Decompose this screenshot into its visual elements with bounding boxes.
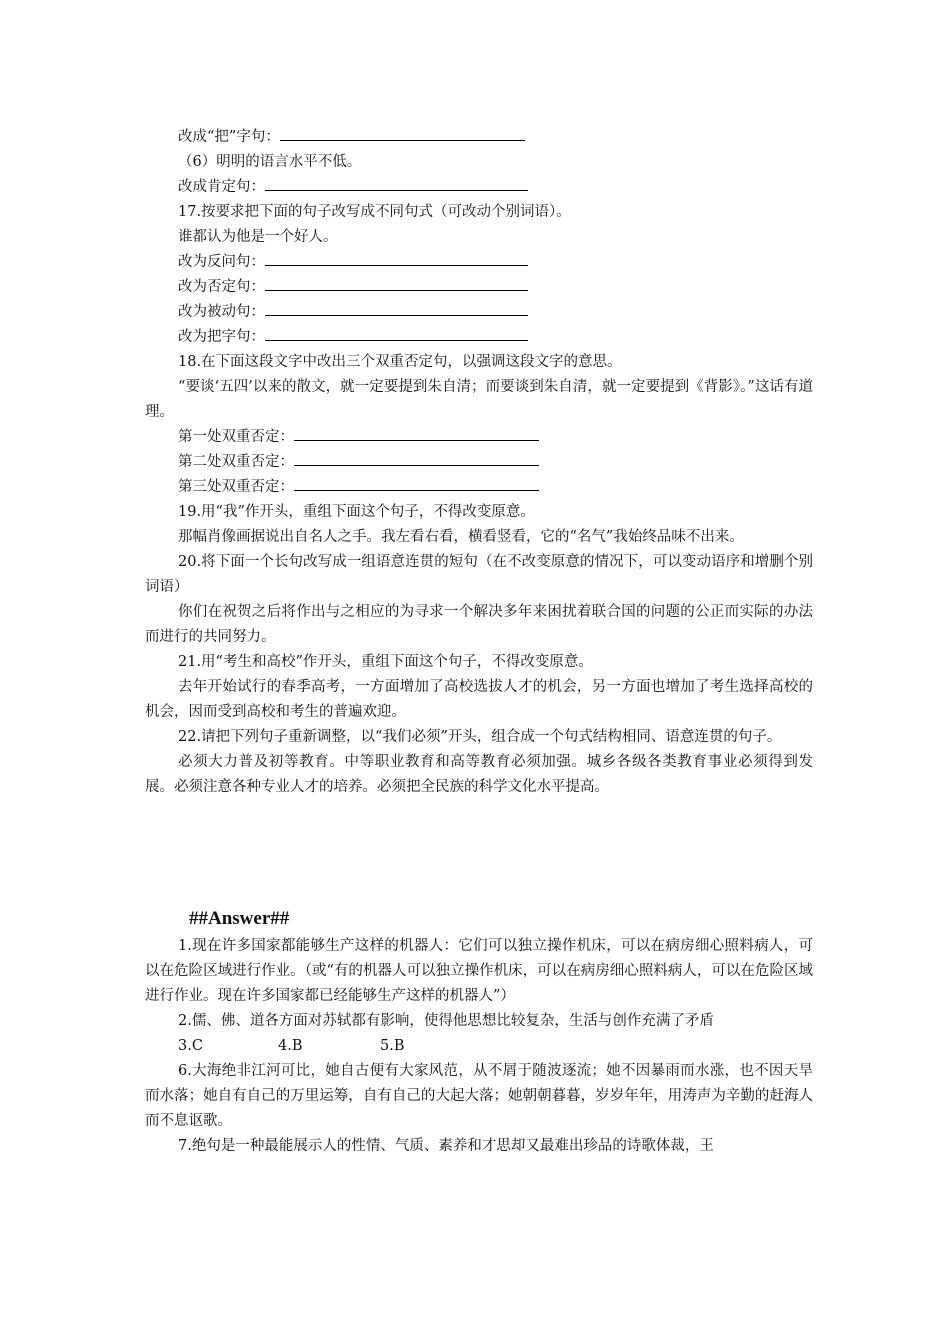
q16-item-6: （6）明明的语言水平不低。 bbox=[178, 154, 362, 170]
answer-6: 6.大海绝非江河可比，她自古便有大家风范，从不屑于随波逐流；她不因暴雨而水涨，也不因天旱而水落；她自有自己的万里运筹，自有自己的大起大落；她朝朝暮暮，岁岁年年，用涛声为辛勤的赶海人而不息讴歌。 bbox=[145, 1063, 813, 1129]
q19-title: 19.用“我”作开头，重组下面这个句子，不得改变原意。 bbox=[178, 504, 535, 520]
answer-4: 4.B bbox=[278, 1038, 303, 1054]
answer-blank[interactable] bbox=[265, 276, 528, 291]
q18-title: 18.在下面这段文字中改出三个双重否定句，以强调这段文字的意思。 bbox=[178, 354, 622, 370]
q16-ba-line: 改成“把”字句： bbox=[145, 125, 813, 150]
answer-5: 5.B bbox=[380, 1038, 405, 1054]
q16-affirmative-line: 改成肯定句： bbox=[145, 175, 813, 200]
q20-passage: 你们在祝贺之后将作出与之相应的为寻求一个解决多年来困扰着联合国的问题的公正而实际的办法而进行的共同努力。 bbox=[145, 604, 813, 645]
q17-sentence: 谁都认为他是一个好人。 bbox=[178, 229, 338, 245]
q17-title: 17.按要求把下面的句子改写成不同句式（可改动个别词语）。 bbox=[178, 204, 571, 220]
q22-passage: 必须大力普及初等教育。中等职业教育和高等教育必须加强。城乡各级各类教育事业必须得到发展。必须注意各种专业人才的培养。必须把全民族的科学文化水平提高。 bbox=[145, 754, 813, 795]
answer-7: 7.绝句是一种最能展示人的性情、气质、素养和才思却又最难出珍品的诗歌体裁，王 bbox=[178, 1138, 714, 1154]
q18-first-line: 第一处双重否定： bbox=[145, 425, 813, 450]
answer-choices bbox=[145, 1034, 813, 1059]
q21-passage: 去年开始试行的春季高考，一方面增加了高校选拔人才的机会，另一方面也增加了考生选择高校的机会，因而受到高校和考生的普遍欢迎。 bbox=[145, 679, 813, 720]
q20-title: 20.将下面一个长句改写成一组语意连贯的短句（在不改变原意的情况下，可以变动语序和增删个别词语） bbox=[145, 554, 813, 595]
answer-3: 3.C bbox=[178, 1038, 203, 1054]
document-body bbox=[145, 125, 813, 1159]
q18-third-line: 第三处双重否定： bbox=[145, 475, 813, 500]
answer-1: 1.现在许多国家都能够生产这样的机器人：它们可以独立操作机床，可以在病房细心照料病人，可以在危险区域进行作业。（或“有的机器人可以独立操作机床，可以在病房细心照料病人，可以在危险区域进行作业。现在许多国家都已经能够生产这样的机器人”） bbox=[145, 938, 813, 1004]
q17-passive-line: 改为被动句： bbox=[145, 300, 813, 325]
q18-second-line: 第二处双重否定： bbox=[145, 450, 813, 475]
q22-title: 22.请把下列句子重新调整，以“我们必须”开头，组合成一个句式结构相同、语意连贯的句子。 bbox=[178, 729, 782, 745]
answer-blank[interactable] bbox=[265, 251, 528, 266]
answer-2: 2.儒、佛、道各方面对苏轼都有影响，使得他思想比较复杂，生活与创作充满了矛盾 bbox=[178, 1013, 714, 1029]
answer-blank[interactable] bbox=[265, 301, 528, 316]
answer-heading: ##Answer## bbox=[189, 908, 290, 929]
answer-blank[interactable] bbox=[265, 176, 528, 191]
answer-blank[interactable] bbox=[294, 426, 539, 441]
q17-ba-line: 改为把字句： bbox=[145, 325, 813, 350]
q19-passage: 那幅肖像画据说出自名人之手。我左看右看，横看竖看，它的“名气”我始终品味不出来。 bbox=[178, 529, 744, 545]
q21-title: 21.用“考生和高校”作开头，重组下面这个句子，不得改变原意。 bbox=[178, 654, 593, 670]
answer-blank[interactable] bbox=[265, 326, 528, 341]
answer-blank[interactable] bbox=[280, 126, 525, 141]
q18-passage: “要谈‘五四’以来的散文，就一定要提到朱自清；而要谈到朱自清，就一定要提到《背影》。”这话有道理。 bbox=[145, 379, 813, 420]
q17-negative-line: 改为否定句： bbox=[145, 275, 813, 300]
answer-blank[interactable] bbox=[294, 476, 539, 491]
answer-blank[interactable] bbox=[294, 451, 539, 466]
q17-rhetorical-line: 改为反问句： bbox=[145, 250, 813, 275]
